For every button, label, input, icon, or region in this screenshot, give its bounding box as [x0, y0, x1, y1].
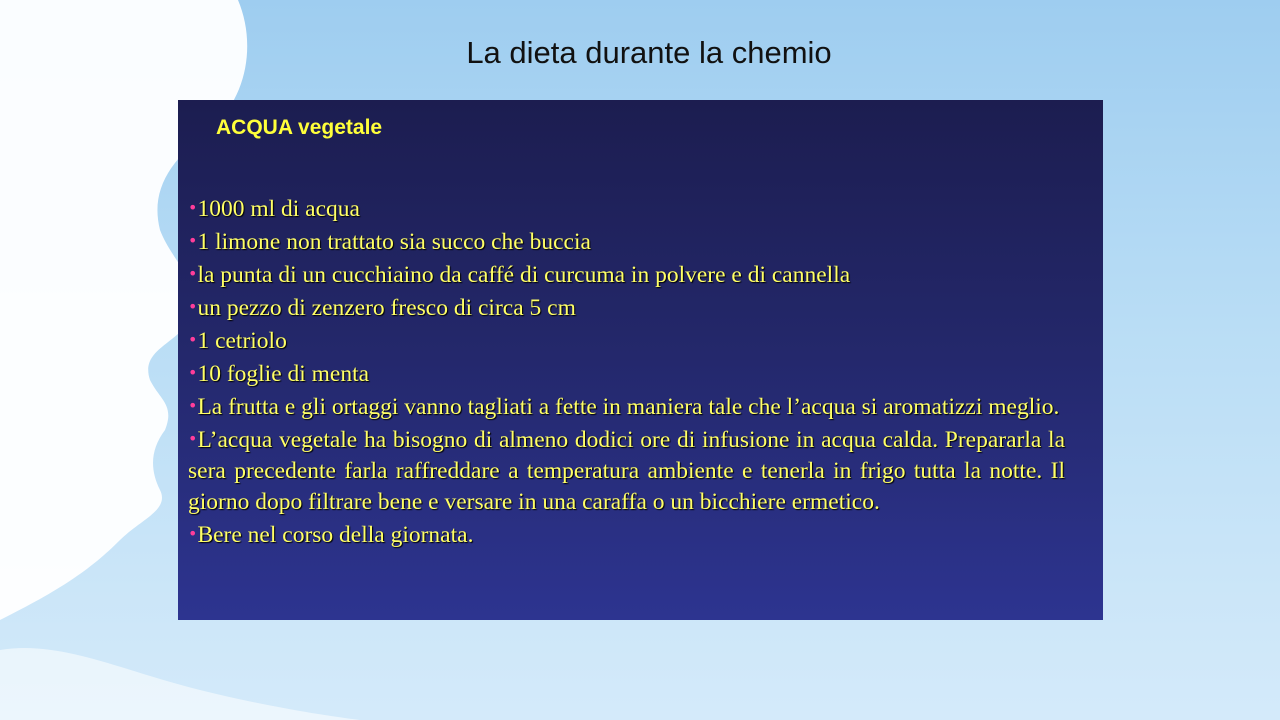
bullet-icon: • [188, 264, 198, 283]
list-item [188, 225, 1065, 258]
list-item-text: 1000 ml di acqua [197, 196, 360, 222]
silhouette-lower-shape [0, 648, 360, 720]
list-item [188, 291, 1065, 324]
list-item-text: 1 limone non trattato sia succo che buccia [197, 229, 591, 255]
list-item [188, 324, 1065, 357]
list-item [188, 357, 1065, 390]
bullet-icon: • [188, 396, 198, 415]
list-item-text: 10 foglie di menta [197, 361, 370, 387]
list-item-text: un pezzo di zenzero fresco di circa 5 cm [197, 295, 576, 321]
list-item-text: la punta di un cucchiaino da caffé di curcuma in polvere e di cannella [197, 262, 851, 288]
list-item [188, 518, 1065, 551]
bullet-icon: • [188, 198, 198, 217]
list-item-text: Bere nel corso della giornata. [197, 522, 474, 548]
slide-title: La dieta durante la chemio [466, 35, 832, 70]
list-item [188, 258, 1065, 291]
bullet-icon: • [188, 231, 198, 250]
list-item [188, 423, 1065, 518]
list-item-text: 1 cetriolo [197, 328, 287, 354]
list-item [188, 192, 1065, 225]
recipe-list [188, 192, 1065, 551]
list-item-text: L’acqua vegetale ha bisogno di almeno dodici ore di infusione in acqua calda. Prepararla la sera precedente farla raffreddare a temperatura ambiente e tenerla in frigo tutta la notte. Il giorno dopo filtrare bene e versare in una caraffa o un bicchiere ermetico. [188, 427, 1065, 515]
recipe-panel [178, 100, 1103, 620]
list-item [188, 390, 1065, 423]
bullet-icon: • [188, 330, 198, 349]
bullet-icon: • [188, 524, 198, 543]
bullet-icon: • [188, 297, 198, 316]
bullet-icon: • [188, 363, 198, 382]
bullet-icon: • [188, 429, 198, 448]
list-item-text: La frutta e gli ortaggi vanno tagliati a fette in maniera tale che l’acqua si aromatizzi meglio. [197, 394, 1060, 420]
panel-heading: ACQUA vegetale [216, 116, 383, 139]
